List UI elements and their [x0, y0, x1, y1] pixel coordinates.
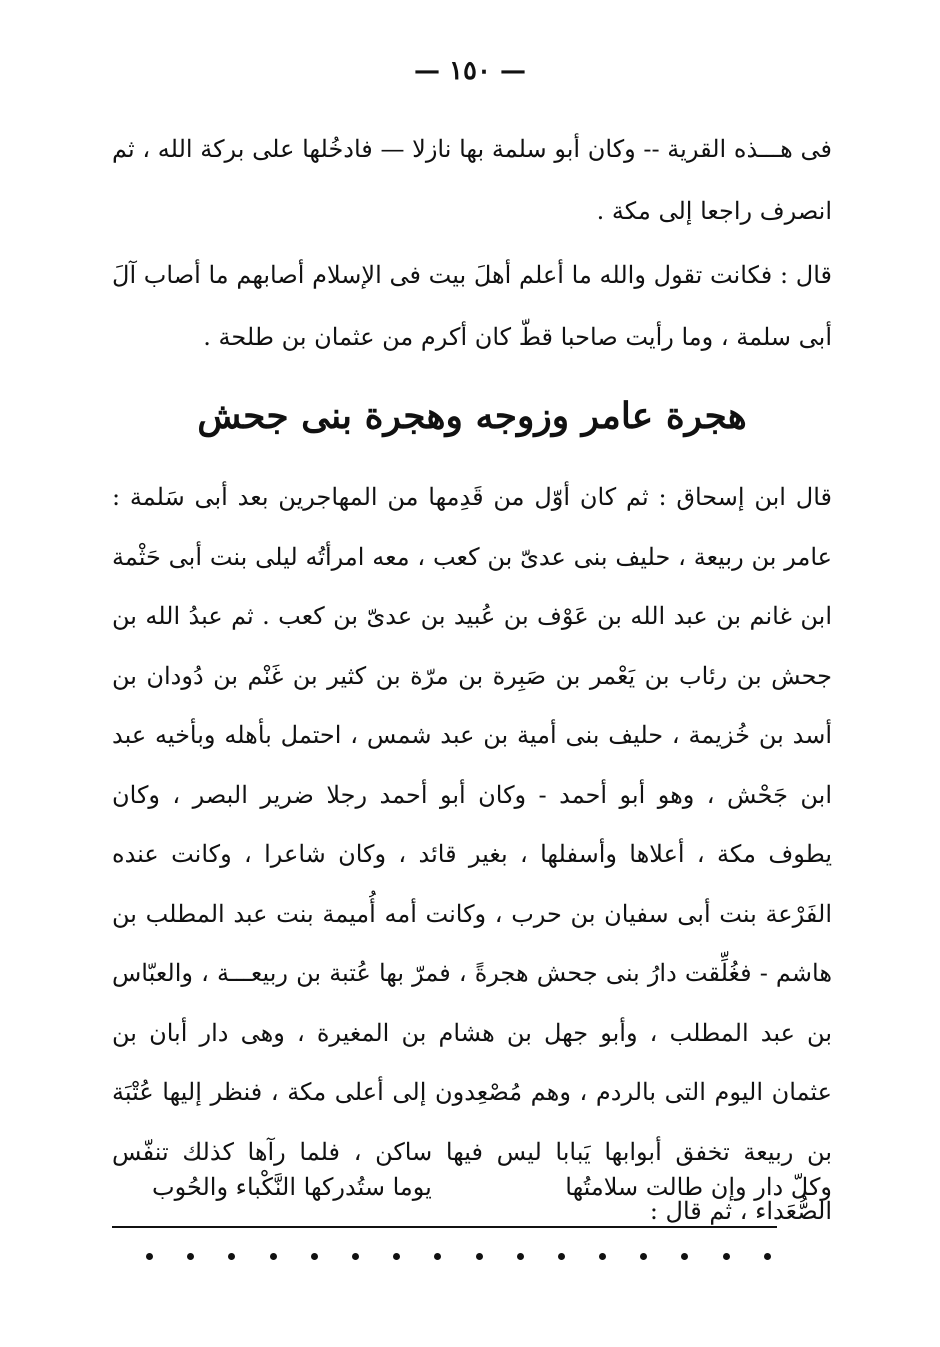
verse-second-hemistich: يوما ستُدركها النَّكْباء والحُوب: [152, 1173, 432, 1201]
ornament-dot: [311, 1253, 318, 1260]
ornamental-dots: [146, 1244, 771, 1268]
ornament-dot: [723, 1253, 730, 1260]
footnote-divider: [112, 1226, 777, 1228]
section-heading: هجرة عامر وزوجه وهجرة بنى جحش: [197, 395, 747, 437]
ornament-dot: [352, 1253, 359, 1260]
ornament-dot: [434, 1253, 441, 1260]
ornament-dot: [681, 1253, 688, 1260]
ornament-dot: [764, 1253, 771, 1260]
ornament-dot: [640, 1253, 647, 1260]
ornament-dot: [517, 1253, 524, 1260]
verse-first-hemistich: وكلّ دار وإن طالت سلامتُها: [565, 1173, 832, 1201]
page-number: — ١٥٠ —: [413, 56, 527, 86]
paragraph-umm-salama-saying: قال : فكانت تقول والله ما أعلم أهلَ بيت فى الإسلام أصابهم ما أصاب آلَ أبى سلمة ، وما رأيت صاحبا قطّ كان أكرم من عثمان بن طلحة .: [112, 261, 832, 351]
paragraph-continuation: فى هـــذه القرية -- وكان أبو سلمة بها نازلا — فادخُلها على بركة الله ، ثم انصرف راجعا إلى مكة .: [112, 135, 832, 225]
ornament-dot: [228, 1253, 235, 1260]
ornament-dot: [270, 1253, 277, 1260]
ornament-dot: [187, 1253, 194, 1260]
ornament-dot: [558, 1253, 565, 1260]
ornament-dot: [476, 1253, 483, 1260]
ornament-dot: [599, 1253, 606, 1260]
ornament-dot: [393, 1253, 400, 1260]
ornament-dot: [146, 1253, 153, 1260]
paragraph-ibn-ishaq-narration: قال ابن إسحاق : ثم كان أوّل من قَدِمها من المهاجرين بعد أبى سَلمة : عامر بن ربيعة ، حليف بنى عدىّ بن كعب ، معه امرأتُه ليلى بنت أبى حَثْمة ابن غانم بن عبد الله بن عَوْف بن عُبيد بن عدىّ بن كعب . ثم عبدُ الله بن جحش بن رئاب بن يَعْمر بن صَبِرة بن مرّة بن كثير بن غَنْم بن دُودان بن أسد بن خُزيمة ، حليف بنى أمية بن عبد شمس ، احتمل بأهله وبأخيه عبد ابن جَحْش ، وهو أبو أحمد - وكان أبو أحمد رجلا ضرير البصر ، وكان يطوف مكة ، أعلاها وأسفلها ، بغير قائد ، وكان شاعرا ، وكانت عنده الفَرْعة بنت أبى سفيان بن حرب ، وكانت أمه أُميمة بنت عبد المطلب بن هاشم - فغُلِّقت دارُ بنى جحش هجرةً ، فمرّ بها عُتبة بن ربيعـــة ، والعبّاس بن عبد المطلب ، وأبو جهل بن هشام بن المغيرة ، وهى دار أبان بن عثمان اليوم التى بالردم ، وهم مُصْعِدون إلى أعلى مكة ، فنظر إليها عُتْبَة بن ربيعة تخفق أبوابها يَبابا ليس فيها ساكن ، فلما رآها كذلك تنفّس الصُّعَداء ، ثم قال :: [112, 483, 832, 1225]
